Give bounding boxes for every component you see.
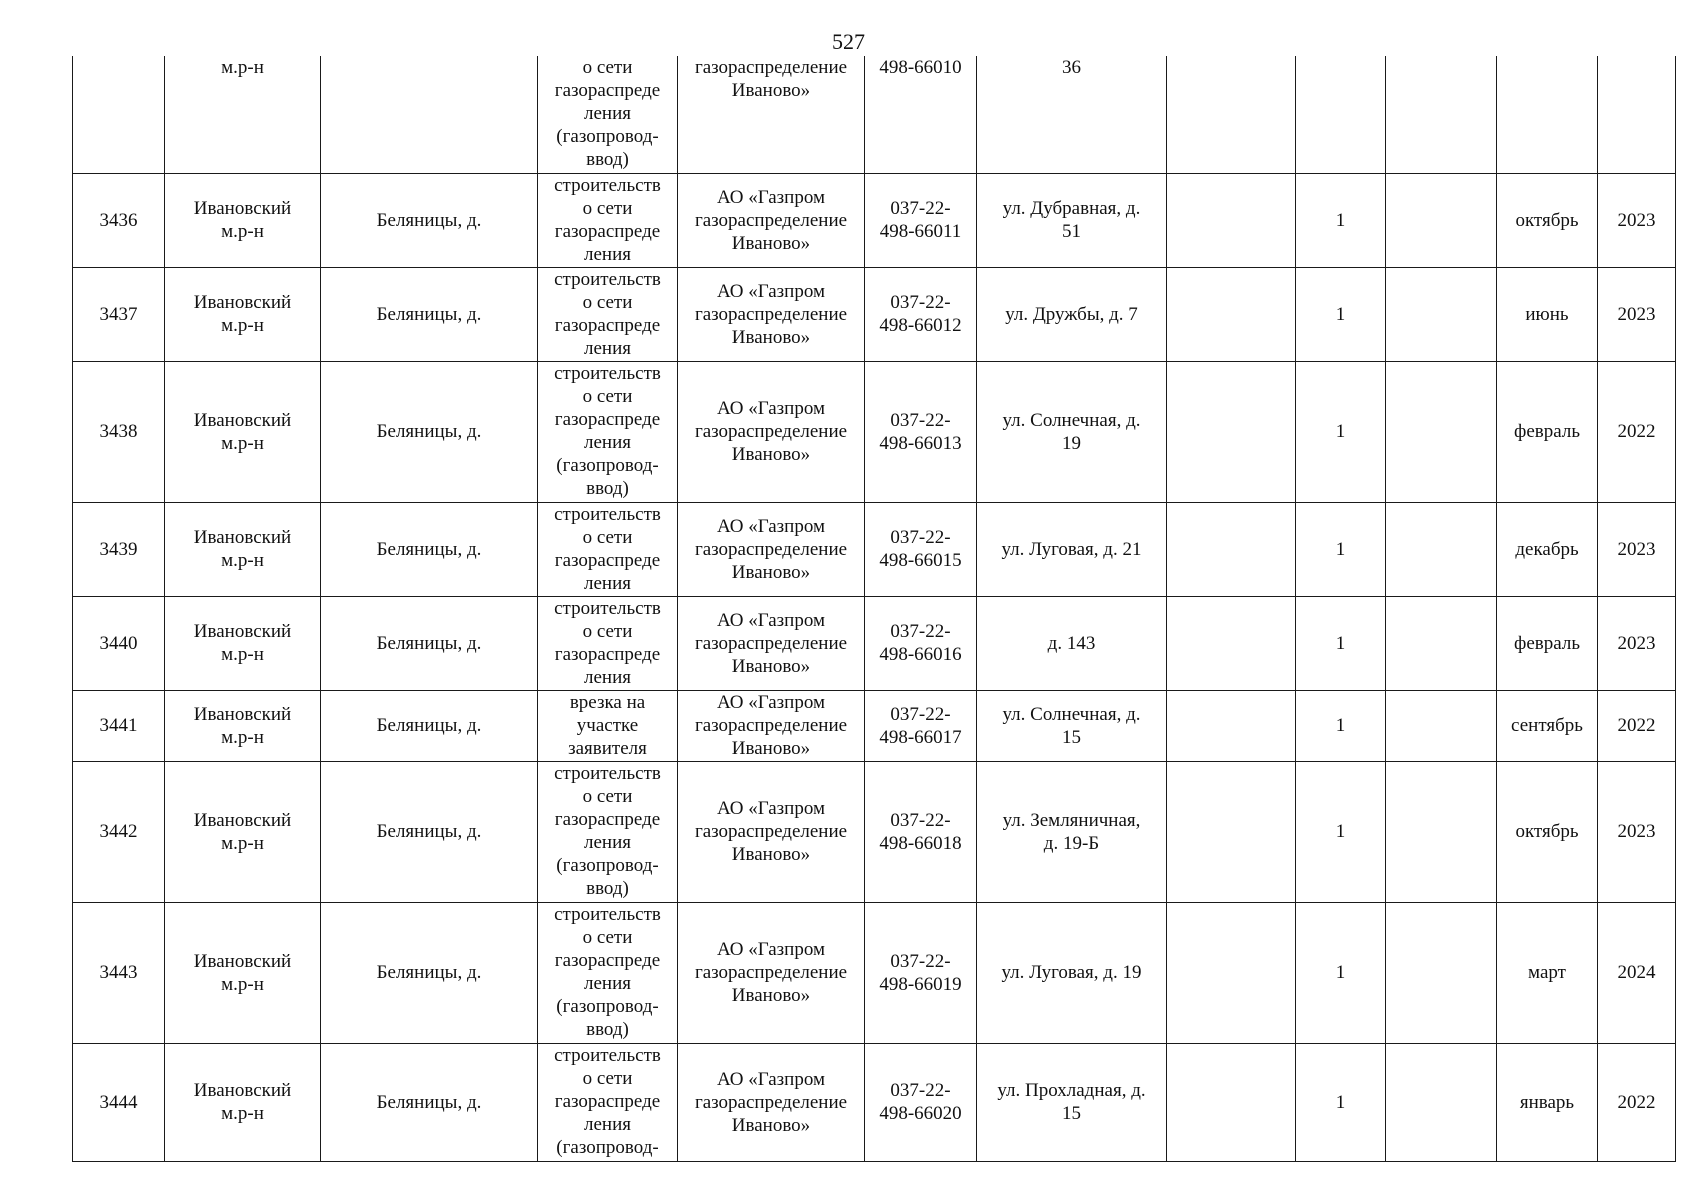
- year-cell: 2022: [1598, 361, 1676, 502]
- empty-cell: [1167, 761, 1296, 902]
- empty-cell: [1167, 173, 1296, 267]
- empty-cell: [1167, 502, 1296, 596]
- row-number-cell: 3444: [73, 1043, 165, 1161]
- month-cell: [1497, 56, 1598, 173]
- address-cell: ул. Солнечная, д. 15: [977, 690, 1167, 761]
- district-cell: Ивановский м.р-н: [165, 173, 321, 267]
- count-cell: 1: [1296, 502, 1386, 596]
- count-cell: 1: [1296, 690, 1386, 761]
- count-cell: 1: [1296, 173, 1386, 267]
- address-cell: ул. Дубравная, д. 51: [977, 173, 1167, 267]
- table-row: [73, 902, 1676, 1043]
- application-code-cell: 498-66010: [865, 56, 977, 173]
- locality-cell: [321, 56, 538, 173]
- gas-connection-register-table: [72, 56, 1676, 1162]
- month-cell: октябрь: [1497, 173, 1598, 267]
- row-number-cell: [73, 56, 165, 173]
- empty-cell: [1386, 502, 1497, 596]
- month-cell: октябрь: [1497, 761, 1598, 902]
- address-cell: ул. Солнечная, д. 19: [977, 361, 1167, 502]
- count-cell: 1: [1296, 361, 1386, 502]
- work-type-cell: о сети газораспреде ления (газопровод- ввод): [538, 56, 678, 173]
- year-cell: [1598, 56, 1676, 173]
- locality-cell: Беляницы, д.: [321, 361, 538, 502]
- empty-cell: [1386, 267, 1497, 361]
- month-cell: февраль: [1497, 596, 1598, 690]
- table-row: [73, 761, 1676, 902]
- empty-cell: [1386, 361, 1497, 502]
- table-row: [73, 1043, 1676, 1161]
- address-cell: д. 143: [977, 596, 1167, 690]
- work-type-cell: строительств о сети газораспреде ления: [538, 267, 678, 361]
- application-code-cell: 037-22- 498-66017: [865, 690, 977, 761]
- row-number-cell: 3438: [73, 361, 165, 502]
- year-cell: 2023: [1598, 596, 1676, 690]
- locality-cell: Беляницы, д.: [321, 596, 538, 690]
- empty-cell: [1386, 690, 1497, 761]
- work-type-cell: строительств о сети газораспреде ления (газопровод-: [538, 1043, 678, 1161]
- count-cell: 1: [1296, 1043, 1386, 1161]
- organization-cell: АО «Газпром газораспределение Иваново»: [678, 761, 865, 902]
- empty-cell: [1386, 596, 1497, 690]
- work-type-cell: строительств о сети газораспреде ления (газопровод- ввод): [538, 361, 678, 502]
- application-code-cell: 037-22- 498-66012: [865, 267, 977, 361]
- application-code-cell: 037-22- 498-66019: [865, 902, 977, 1043]
- empty-cell: [1167, 56, 1296, 173]
- address-cell: ул. Луговая, д. 19: [977, 902, 1167, 1043]
- table-row: [73, 690, 1676, 761]
- address-cell: ул. Земляничная, д. 19-Б: [977, 761, 1167, 902]
- table-row: [73, 596, 1676, 690]
- empty-cell: [1386, 761, 1497, 902]
- locality-cell: Беляницы, д.: [321, 267, 538, 361]
- table-row: [73, 267, 1676, 361]
- count-cell: 1: [1296, 267, 1386, 361]
- year-cell: 2024: [1598, 902, 1676, 1043]
- empty-cell: [1386, 1043, 1497, 1161]
- district-cell: Ивановский м.р-н: [165, 596, 321, 690]
- empty-cell: [1167, 1043, 1296, 1161]
- organization-cell: АО «Газпром газораспределение Иваново»: [678, 690, 865, 761]
- work-type-cell: строительств о сети газораспреде ления: [538, 173, 678, 267]
- district-cell: Ивановский м.р-н: [165, 761, 321, 902]
- page-number: 527: [832, 29, 865, 54]
- work-type-cell: строительств о сети газораспреде ления (газопровод- ввод): [538, 902, 678, 1043]
- district-cell: Ивановский м.р-н: [165, 267, 321, 361]
- organization-cell: АО «Газпром газораспределение Иваново»: [678, 1043, 865, 1161]
- month-cell: март: [1497, 902, 1598, 1043]
- work-type-cell: врезка на участке заявителя: [538, 690, 678, 761]
- month-cell: сентябрь: [1497, 690, 1598, 761]
- row-number-cell: 3437: [73, 267, 165, 361]
- empty-cell: [1167, 690, 1296, 761]
- locality-cell: Беляницы, д.: [321, 761, 538, 902]
- district-cell: Ивановский м.р-н: [165, 361, 321, 502]
- work-type-cell: строительств о сети газораспреде ления: [538, 502, 678, 596]
- organization-cell: АО «Газпром газораспределение Иваново»: [678, 173, 865, 267]
- organization-cell: АО «Газпром газораспределение Иваново»: [678, 267, 865, 361]
- month-cell: декабрь: [1497, 502, 1598, 596]
- locality-cell: Беляницы, д.: [321, 902, 538, 1043]
- application-code-cell: 037-22- 498-66016: [865, 596, 977, 690]
- organization-cell: АО «Газпром газораспределение Иваново»: [678, 502, 865, 596]
- row-number-cell: 3443: [73, 902, 165, 1043]
- count-cell: 1: [1296, 902, 1386, 1043]
- count-cell: 1: [1296, 761, 1386, 902]
- empty-cell: [1386, 56, 1497, 173]
- year-cell: 2022: [1598, 690, 1676, 761]
- empty-cell: [1167, 267, 1296, 361]
- locality-cell: Беляницы, д.: [321, 1043, 538, 1161]
- application-code-cell: 037-22- 498-66020: [865, 1043, 977, 1161]
- month-cell: январь: [1497, 1043, 1598, 1161]
- month-cell: июнь: [1497, 267, 1598, 361]
- application-code-cell: 037-22- 498-66011: [865, 173, 977, 267]
- row-number-cell: 3436: [73, 173, 165, 267]
- address-cell: ул. Луговая, д. 21: [977, 502, 1167, 596]
- table-row: [73, 502, 1676, 596]
- application-code-cell: 037-22- 498-66013: [865, 361, 977, 502]
- address-cell: ул. Прохладная, д. 15: [977, 1043, 1167, 1161]
- row-number-cell: 3442: [73, 761, 165, 902]
- empty-cell: [1386, 173, 1497, 267]
- row-number-cell: 3441: [73, 690, 165, 761]
- year-cell: 2023: [1598, 761, 1676, 902]
- year-cell: 2023: [1598, 173, 1676, 267]
- organization-cell: газораспределение Иваново»: [678, 56, 865, 173]
- table-row: [73, 56, 1676, 173]
- count-cell: [1296, 56, 1386, 173]
- empty-cell: [1167, 361, 1296, 502]
- district-cell: Ивановский м.р-н: [165, 690, 321, 761]
- application-code-cell: 037-22- 498-66018: [865, 761, 977, 902]
- address-cell: ул. Дружбы, д. 7: [977, 267, 1167, 361]
- address-cell: 36: [977, 56, 1167, 173]
- empty-cell: [1167, 596, 1296, 690]
- year-cell: 2023: [1598, 267, 1676, 361]
- table-row: [73, 173, 1676, 267]
- district-cell: м.р-н: [165, 56, 321, 173]
- organization-cell: АО «Газпром газораспределение Иваново»: [678, 361, 865, 502]
- work-type-cell: строительств о сети газораспреде ления: [538, 596, 678, 690]
- year-cell: 2022: [1598, 1043, 1676, 1161]
- work-type-cell: строительств о сети газораспреде ления (газопровод- ввод): [538, 761, 678, 902]
- application-code-cell: 037-22- 498-66015: [865, 502, 977, 596]
- count-cell: 1: [1296, 596, 1386, 690]
- row-number-cell: 3439: [73, 502, 165, 596]
- locality-cell: Беляницы, д.: [321, 502, 538, 596]
- locality-cell: Беляницы, д.: [321, 173, 538, 267]
- empty-cell: [1386, 902, 1497, 1043]
- district-cell: Ивановский м.р-н: [165, 1043, 321, 1161]
- organization-cell: АО «Газпром газораспределение Иваново»: [678, 902, 865, 1043]
- empty-cell: [1167, 902, 1296, 1043]
- district-cell: Ивановский м.р-н: [165, 902, 321, 1043]
- organization-cell: АО «Газпром газораспределение Иваново»: [678, 596, 865, 690]
- locality-cell: Беляницы, д.: [321, 690, 538, 761]
- month-cell: февраль: [1497, 361, 1598, 502]
- row-number-cell: 3440: [73, 596, 165, 690]
- year-cell: 2023: [1598, 502, 1676, 596]
- district-cell: Ивановский м.р-н: [165, 502, 321, 596]
- table-row: [73, 361, 1676, 502]
